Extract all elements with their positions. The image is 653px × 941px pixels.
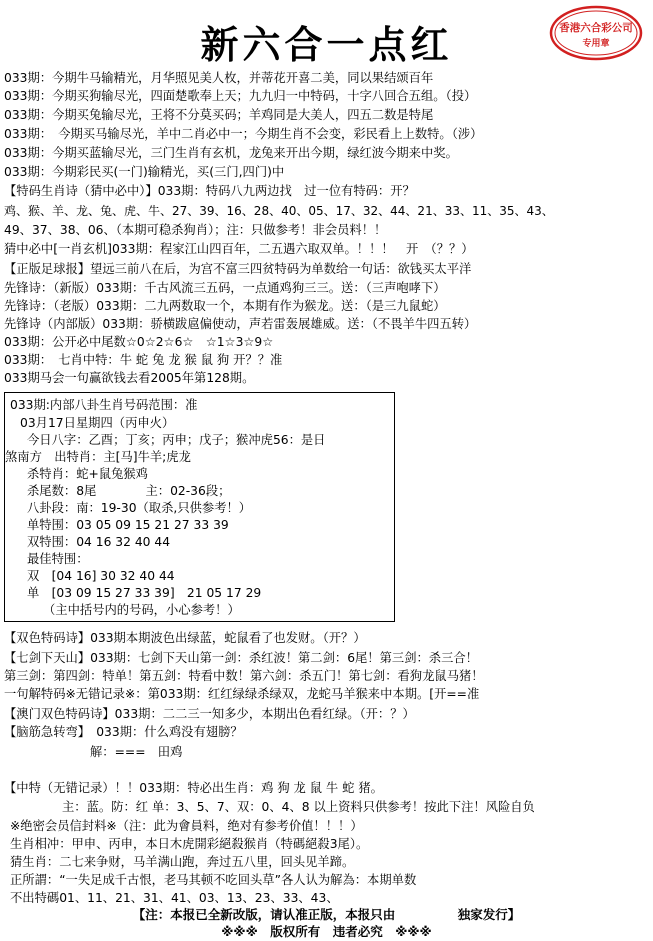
text-line: 【特码生肖诗（猜中必中）】033期：特码八九两边找 过一位有特码：开？ bbox=[4, 184, 415, 198]
box-line: 单特围：03 05 09 15 21 27 33 39 bbox=[27, 518, 229, 532]
text-line: 033期： 今期买马输尽光，羊中二肖必中一；今期生肖不会变，彩民看上上数特。（涉） bbox=[4, 127, 483, 141]
text-line: 033期： 七肖中特：牛 蛇 兔 龙 猴 鼠 狗 开？？准 bbox=[4, 353, 283, 367]
text-line: 【双色特码诗】033期本期波色出绿蓝，蛇鼠看了也发财。（开？） bbox=[4, 631, 366, 645]
seal-inner-text: 专用章 bbox=[582, 39, 610, 49]
bagua-info-box bbox=[4, 392, 395, 622]
box-line: （主中括号内的号码，小心参考！） bbox=[43, 603, 240, 617]
text-line: 先锋诗（内部版）033期：骄横跋扈偏使动，声若雷轰展雄威。送：（不畏羊牛四五转） bbox=[4, 317, 477, 331]
text-line: 033期：今期彩民买(一门)输精光，买(三门,四门)中 bbox=[4, 165, 285, 179]
text-line: 一句解特码※无错记录※：第033期：红红绿绿杀绿双，龙蛇马羊猴来中本期。[开==准 bbox=[4, 687, 480, 701]
page-title: 新六合一点红 bbox=[200, 22, 453, 67]
text-line: 033期：今期买兔输尽光，王将不分莫买码；羊鸡同是大美人，四五二数是特尾 bbox=[4, 108, 434, 122]
seal-stamp-icon bbox=[548, 4, 644, 62]
box-line: 双特围：04 16 32 40 44 bbox=[27, 535, 171, 549]
text-line: 033期：公开必中尾数☆0☆2☆6☆ ☆1☆3☆9☆ bbox=[4, 335, 274, 349]
text-line: 解：=== 田鸡 bbox=[90, 745, 183, 759]
box-line: 最佳特围： bbox=[27, 552, 89, 566]
box-line: 单 [03 09 15 27 33 39] 21 05 17 29 bbox=[27, 586, 262, 600]
footer-notice: 【注：本报已全新改版，请认准正版，本报只由 独家发行】 bbox=[132, 907, 521, 922]
text-line: 033期马会一句赢欲钱去看2005年第128期。 bbox=[4, 371, 255, 385]
text-line: 第三剑：第四剑：特单！第五剑：特看中数！第六剑：杀五门！第七剑：看狗龙鼠马猪！ bbox=[4, 669, 484, 683]
text-line: 【七剑下天山】033期：七剑下天山第一剑：杀红波！第二剑：6尾！第三剑：杀三合！ bbox=[4, 651, 478, 665]
text-line: ※绝密会员信封料※（注：此为會員料，绝对有参考价值！！！） bbox=[10, 819, 363, 833]
box-line: 煞南方 出特肖：主[马]牛羊;虎龙 bbox=[5, 450, 191, 464]
text-line: 033期：今期买蓝输尽光，三门生肖有玄机，龙兔来开出今期，绿红波今期来中奖。 bbox=[4, 146, 458, 160]
box-line: 033期:内部八卦生肖号码范围：准 bbox=[10, 398, 198, 412]
text-line: 先锋诗：（新版）033期：千古风流三五码，一点通鸡狗三三。送：（三声咆哮下） bbox=[4, 281, 446, 295]
text-line: 主：蓝。防：红 单：3、5、7、双：0、4、8 以上资料只供参考！按此下注！风险自负 bbox=[62, 800, 535, 814]
text-line: 【脑筋急转弯】 033期：什么鸡没有翅膀？ bbox=[4, 725, 243, 739]
text-line: 不出特碼01、11、21、31、41、03、13、23、33、43、 bbox=[10, 891, 339, 905]
text-line: 先锋诗：（老版）033期：二九两数取一个，本期有作为猴龙。送：（是三九鼠蛇） bbox=[4, 299, 446, 313]
text-line: 【澳门双色特码诗】033期：二二三一知多少，本期出色看红绿。（开：？） bbox=[4, 707, 415, 721]
seal-outer-text: 香港六合彩公司 bbox=[559, 22, 633, 34]
company-seal bbox=[548, 4, 644, 62]
box-line: 今日八字：乙酉；丁亥；丙申；戊子；猴冲虎56：是日 bbox=[27, 433, 326, 447]
text-line: 033期：今期买狗输尽光，四面楚歌奉上天；九九归一中特码，十字八回合五组。（投） bbox=[4, 89, 477, 103]
text-line: 鸡、猴、羊、龙、兔、虎、牛、27、39、16、28、40、05、17、32、44、21、33、11、35、43、 bbox=[4, 204, 554, 218]
text-line: 生肖相冲：甲申、丙申，本日木虎開彩絕殺猴肖（特碼絕殺3尾）。 bbox=[10, 837, 369, 851]
box-line: 双 [04 16] 30 32 40 44 bbox=[27, 569, 175, 583]
text-line: 猜生肖：二七来争财，马羊满山跑，奔过五八里，回头见羊蹄。 bbox=[10, 855, 355, 869]
box-line: 八卦段：南：19-30（取杀,只供参考！） bbox=[27, 501, 252, 515]
box-line: 03月17日星期四（丙申火） bbox=[20, 416, 175, 430]
text-line: 033期：今期牛马输精光，月华照见美人枚，并蒂花开喜二美，同以果结颂百年 bbox=[4, 71, 434, 85]
text-line: 【正版足球报】望远三前八在后，为宫不富三四贫特码为单数给一句话：欲钱买太平洋 bbox=[4, 262, 472, 276]
box-line: 杀尾数：8尾 主：02-36段； bbox=[27, 484, 231, 498]
text-line: 猜中必中[一肖玄机]033期：程家江山四百年，二五遇六取双单。！！！ 开 （？？） bbox=[4, 242, 474, 256]
text-line: 49、37、38、06、（本期可稳杀狗肖）；注：只做参考！非会员料！！ bbox=[4, 223, 387, 237]
text-line: 【中特（无错记录）！！033期：特必出生肖：鸡 狗 龙 鼠 牛 蛇 猪。 bbox=[4, 781, 383, 795]
footer-copyright: ※※※ 版权所有 违者必究 ※※※ bbox=[221, 924, 432, 939]
box-line: 杀特肖：蛇+鼠兔猴鸡 bbox=[27, 467, 148, 481]
text-line: 正所謂：“一失足成千古恨，老马其顿不吃回头草”各人认为解為：本期单数 bbox=[10, 873, 417, 887]
